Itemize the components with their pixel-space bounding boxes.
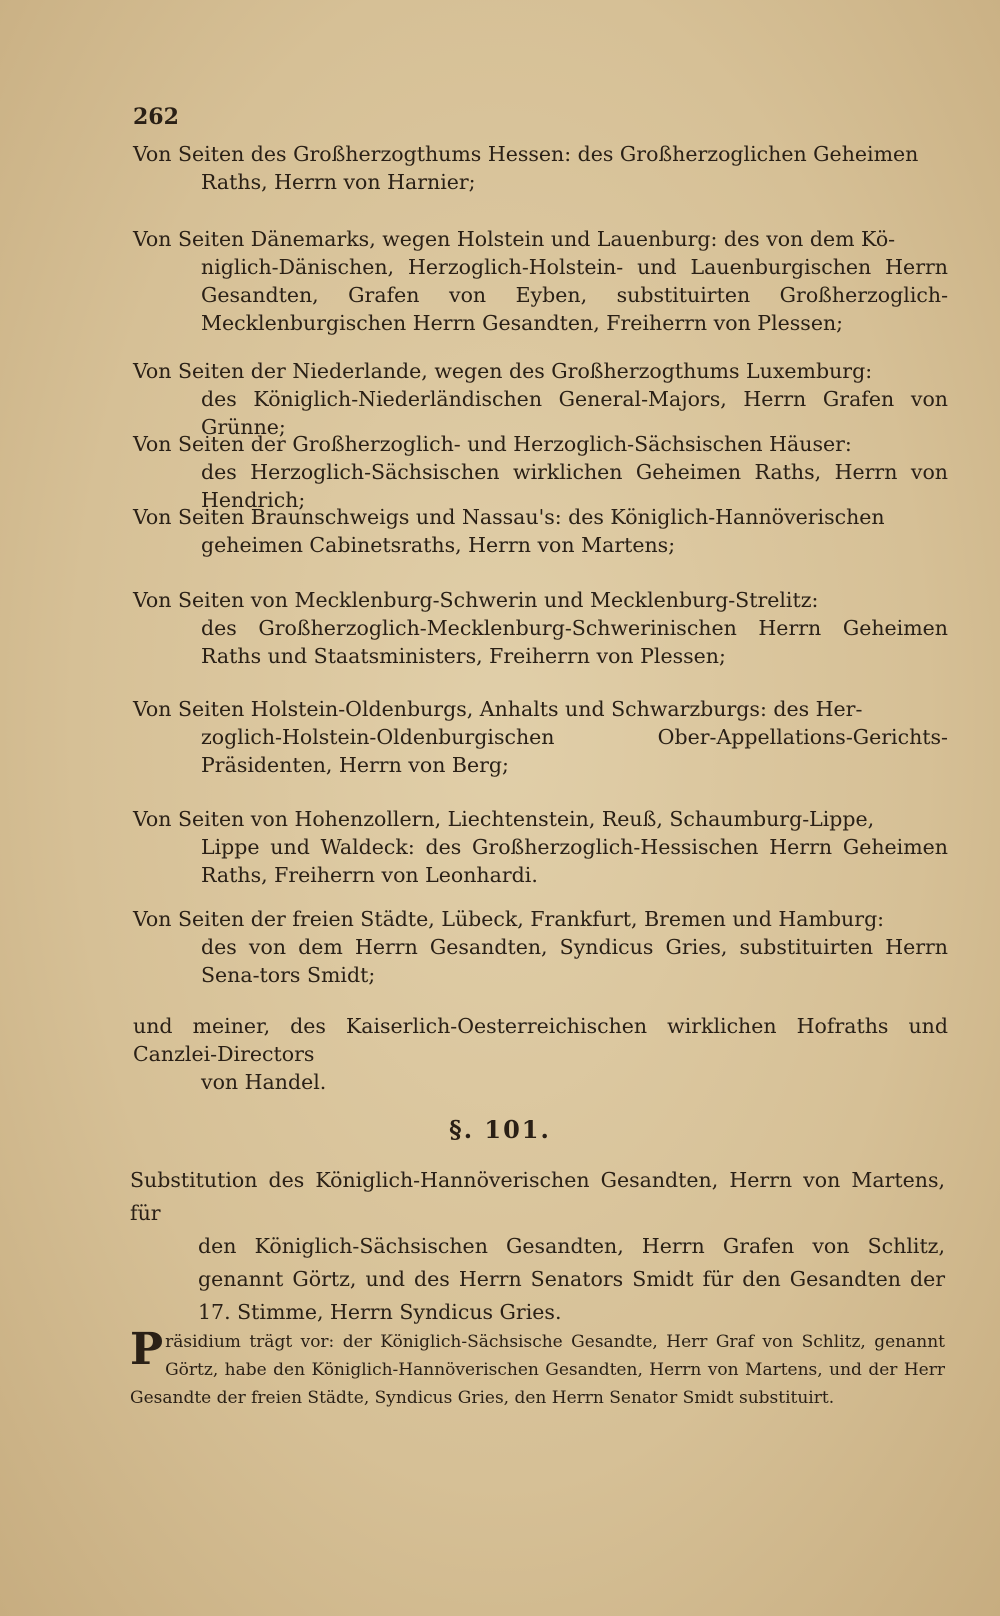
entry-first-line: Von Seiten Braunschweigs und Nassau's: des Königlich-Hannöverischen	[133, 505, 885, 529]
entry-continuation: von Handel.	[201, 1070, 327, 1094]
substitution-continuation: den Königlich-Sächsischen Gesandten, Herrn Grafen von Schlitz, genannt Görtz, und des Herrn Senators Smidt für den Gesandten der 17. Stimme, Herrn Syndicus Gries.	[198, 1234, 945, 1324]
entry-first-line: Von Seiten Dänemarks, wegen Holstein und Lauenburg: des von dem Kö-	[133, 227, 896, 251]
entry-first-line: Von Seiten der freien Städte, Lübeck, Frankfurt, Bremen und Hamburg:	[133, 907, 885, 931]
substitution-first-line: Substitution des Königlich-Hannöverischen Gesandten, Herrn von Martens, für	[130, 1168, 945, 1225]
entry-continuation: zoglich-Holstein-Oldenburgischen Ober-Appellations-Gerichts-Präsidenten, Herrn von Berg;	[201, 725, 948, 777]
entry-first-line: Von Seiten Holstein-Oldenburgs, Anhalts und Schwarzburgs: des Her-	[133, 697, 863, 721]
entry-first-line: Von Seiten von Mecklenburg-Schwerin und Mecklenburg-Strelitz:	[133, 588, 819, 612]
entry-continuation: des Königlich-Niederländischen General-Majors, Herrn Grafen von Grünne;	[201, 387, 948, 439]
entry-saechsische-haeuser	[133, 430, 948, 514]
entry-holstein-oldenburg	[133, 695, 948, 779]
entry-first-line: und meiner, des Kaiserlich-Oesterreichischen wirklichen Hofraths und Canzlei-Directors	[133, 1014, 948, 1066]
entry-braunschweig-nassau	[133, 503, 948, 559]
entry-handel	[133, 1012, 948, 1096]
section-heading: §. 101.	[449, 1115, 551, 1144]
page-number: 262	[133, 104, 179, 130]
drop-cap: P	[130, 1324, 164, 1375]
entry-continuation: des Großherzoglich-Mecklenburg-Schwerinischen Herrn Geheimen Raths und Staatsministers, Freiherrn von Plessen;	[201, 616, 948, 668]
entry-continuation: des von dem Herrn Gesandten, Syndicus Gries, substituirten Herrn Sena-tors Smidt;	[201, 935, 948, 987]
entry-hohenzollern	[133, 805, 948, 889]
entry-mecklenburg	[133, 586, 948, 670]
entry-continuation: Lippe und Waldeck: des Großherzoglich-Hessischen Herrn Geheimen Raths, Freiherrn von Leonhardi.	[201, 835, 948, 887]
entry-daenemark	[133, 225, 948, 337]
entry-continuation: des Herzoglich-Sächsischen wirklichen Geheimen Raths, Herrn von Hendrich;	[201, 460, 948, 512]
entry-first-line: Von Seiten von Hohenzollern, Liechtenstein, Reuß, Schaumburg-Lippe,	[133, 807, 875, 831]
minutes-paragraph	[130, 1324, 945, 1412]
entry-first-line: Von Seiten der Großherzoglich- und Herzoglich-Sächsischen Häuser:	[133, 432, 852, 456]
substitution-paragraph	[130, 1164, 945, 1329]
entry-niederlande	[133, 357, 948, 441]
entry-continuation: geheimen Cabinetsraths, Herrn von Martens;	[201, 533, 676, 557]
entry-hessen	[133, 140, 948, 196]
minutes-text: räsidium trägt vor: der Königlich-Sächsische Gesandte, Herr Graf von Schlitz, genannt Görtz, habe den Königlich-Hannöverischen Gesandten, Herrn von Martens, und der Herr Gesandte der freien Städte, Syndicus Gries, den Herrn Senator Smidt substituirt.	[130, 1332, 945, 1408]
entry-first-line: Von Seiten der Niederlande, wegen des Großherzogthums Luxemburg:	[133, 359, 873, 383]
entry-continuation: niglich-Dänischen, Herzoglich-Holstein- und Lauenburgischen Herrn Gesandten, Grafen von Eyben, substituirten Großherzoglich-Mecklenburgischen Herrn Gesandten, Freiherrn von Plessen;	[201, 255, 948, 335]
entry-continuation: Raths, Herrn von Harnier;	[201, 170, 476, 194]
entry-first-line: Von Seiten des Großherzogthums Hessen: des Großherzoglichen Geheimen	[133, 142, 919, 166]
entry-freie-staedte	[133, 905, 948, 989]
